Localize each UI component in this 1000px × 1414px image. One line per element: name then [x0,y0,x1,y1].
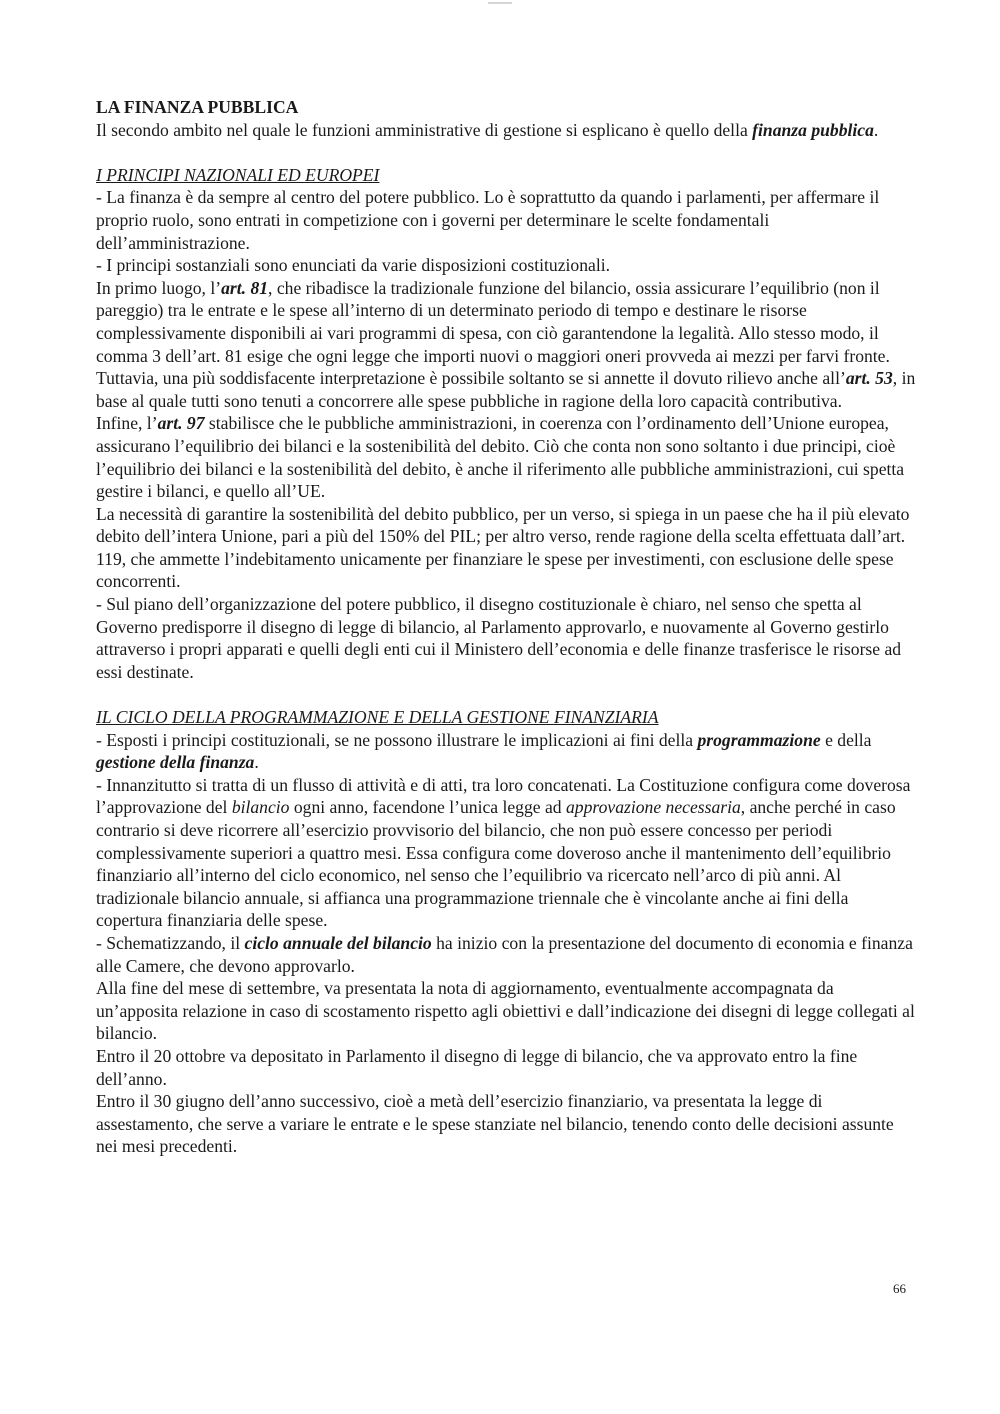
paragraph-text: , anche perché in caso contrario si deve ricorrere all’esercizio provvisorio del bilancio, che non può essere concesso per periodi complessivamente superiori a quattro mesi. Essa configura come doveroso anche il mantenimento dell’equilibrio finanziario all’interno del ciclo economico, nel senso che l’equilibrio va ricercato nell’arco di più anni. Al tradizionale bilancio annuale, si affianca una programmazione triennale che è vincolante anche ai fini della copertura finanziaria delle spese. [96,797,896,931]
paragraph-text: Tuttavia, una più soddisfacente interpretazione è possibile soltanto se si annette il dovuto rilievo anche all’ [96,368,846,389]
spacer [96,683,916,706]
section-heading-principi: I PRINCIPI NAZIONALI ED EUROPEI [96,164,380,185]
paragraph: - I principi sostanziali sono enunciati da varie disposizioni costituzionali. [96,255,611,276]
document-body [96,96,916,1158]
paragraph: Alla fine del mese di settembre, va presentata la nota di aggiornamento, eventualmente accompagnata da un’apposita relazione in caso di scostamento rispetto agli obiettivi e dall’indicazione dei disegni di legge collegati al bilancio. [96,978,915,1044]
paragraph-art-81 [96,277,916,367]
intro-text-end: . [873,119,879,140]
paragraph-text: stabilisce che le pubbliche amministrazioni, in coerenza con l’ordinamento dell’Unione europea, assicurano l’equilibrio dei bilanci e la sostenibilità del debito. Ciò che conta non sono soltanto i due principi, cioè l’equilibrio dei bilanci e la sostenibilità del debito, è anche il riferimento alle pubbliche amministrazioni, cui spetta gestire i bilanci, e quello all’UE. [96,413,905,502]
paragraph: - Sul piano dell’organizzazione del potere pubblico, il disegno costituzionale è chiaro, nel senso che spetta al Governo predisporre il disegno di legge di bilancio, al Parlamento approvarlo, e nuovamente al Governo gestirlo attraverso i propri apparati e quelli degli enti cui il Ministero dell’economia e delle finanze trasferisce le risorse ad essi destinate. [96,594,902,682]
paragraph-text: . [254,752,259,773]
paragraph-text: - Schematizzando, il [96,932,245,953]
article-reference: art. 53 [845,368,893,389]
emphasis-term: gestione della finanza [96,752,255,773]
paragraph: Entro il 30 giugno dell’anno successivo, cioè a metà dell’esercizio finanziario, va presentata la legge di assestamento, che serve a variare le entrate e le spese stanziate nel bilancio, tenendo conto delle decisioni assunte nei mesi precedenti. [96,1091,894,1157]
article-reference: art. 81 [221,277,269,298]
intro-text: Il secondo ambito nel quale le funzioni amministrative di gestione si esplicano è quello della [96,119,753,140]
paragraph [96,932,916,977]
paragraph-text: e della [820,729,872,750]
page-number: 66 [893,1281,906,1296]
page-header-mark [488,2,512,4]
paragraph-text: Infine, l’ [96,413,158,434]
paragraph: La necessità di garantire la sostenibilità del debito pubblico, per un verso, si spiega in un paese che ha il più elevato debito dell’intera Unione, pari a più del 150% del PIL; per altro verso, rende ragione della scelta effettuata dall’art. 119, che ammette l’indebitamento unicamente per finanziare le spese per investimenti, con esclusione delle spese concorrenti. [96,503,910,592]
article-reference: art. 97 [157,413,205,434]
paragraph: Entro il 20 ottobre va depositato in Parlamento il disegno di legge di bilancio, che va approvato entro la fine dell’anno. [96,1045,858,1089]
paragraph: - La finanza è da sempre al centro del potere pubblico. Lo è soprattutto da quando i parlamenti, per affermare il proprio ruolo, sono entrati in competizione con i governi per determinare le scelte fondamentali dell’amministrazione. [96,187,880,253]
paragraph-art-97 [96,412,916,502]
paragraph-text: , che ribadisce la tradizionale funzione del bilancio, ossia assicurare l’equilibrio (non il pareggio) tra le entrate e le spese all’interno di un determinato periodo di tempo e destinare le risorse complessivamente disponibili ai vari programmi di spesa, con ciò garantendone la legalità. Allo stesso modo, il comma 3 dell’art. 81 esige che ogni legge che importi nuovi o maggiori oneri provveda ai mezzi per farvi fronte. [96,277,890,366]
emphasis-term: ciclo annuale del bilancio [244,932,432,953]
document-title: LA FINANZA PUBBLICA [96,97,299,117]
paragraph-text: - Esposti i principi costituzionali, se ne possono illustrare le implicazioni ai fini della [96,729,698,750]
spacer [96,141,916,164]
paragraph-text: ha inizio con la presentazione del documento di economia e finanza alle Camere, che devono approvarlo. [96,932,913,976]
emphasis-term: programmazione [697,729,821,750]
paragraph-text: - Innanzitutto si tratta di un flusso di attività e di atti, tra loro concatenati. La Costituzione configura come doverosa l’approvazione del [96,774,911,818]
italic-term: bilancio [231,797,290,818]
paragraph [96,774,916,932]
paragraph-text: In primo luogo, l’ [96,277,222,298]
section-heading-ciclo: IL CICLO DELLA PROGRAMMAZIONE E DELLA GESTIONE FINANZIARIA [96,707,659,728]
paragraph-art-53 [96,367,916,412]
intro-paragraph [96,119,916,142]
paragraph-text: ogni anno, facendone l’unica legge ad [289,797,566,818]
italic-term: approvazione necessaria [566,797,741,818]
paragraph-text: , in base al quale tutti sono tenuti a concorrere alle spese pubbliche in ragione della loro capacità contributiva. [96,368,916,411]
paragraph [96,729,916,774]
intro-emphasis: finanza pubblica [752,119,874,140]
